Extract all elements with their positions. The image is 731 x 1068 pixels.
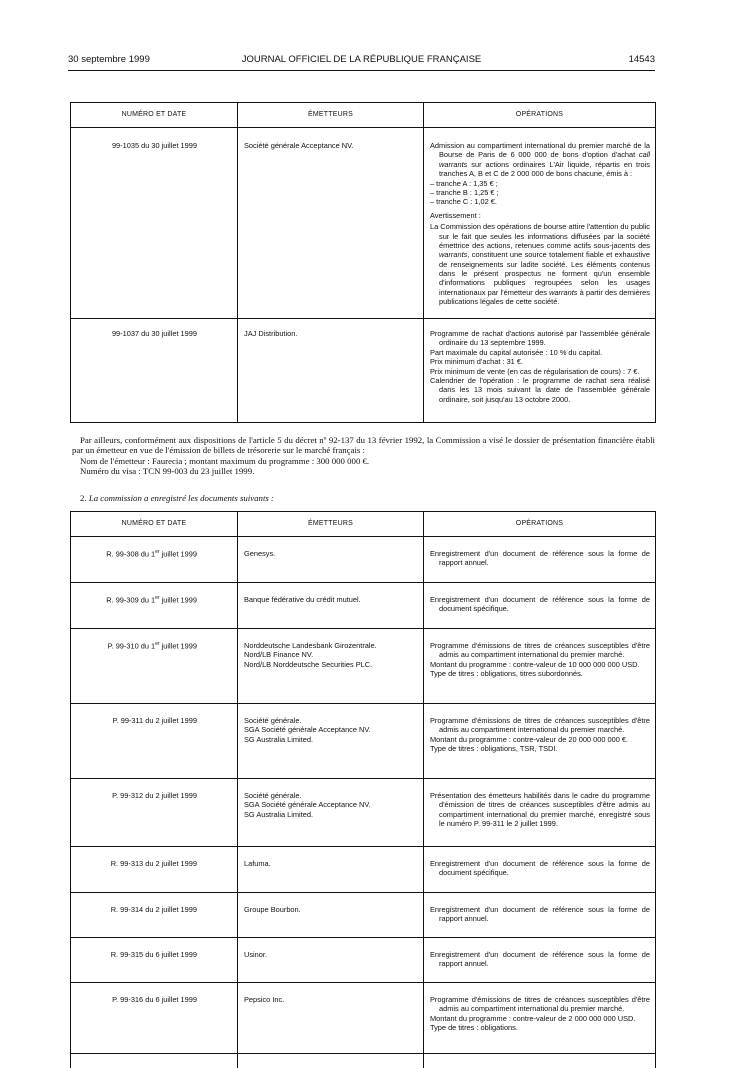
col-header-emetteurs: ÉMETTEURS — [238, 512, 424, 537]
header-page-number: 14543 — [629, 54, 655, 65]
body-paragraph: Numéro du visa : TCN 99-003 du 23 juillet 1999. — [72, 466, 655, 476]
row-emetteur: Société générale. SGA Société générale Acceptance NV. SG Australia Limited. — [238, 704, 424, 779]
header-journal-title: JOURNAL OFFICIEL DE LA RÉPUBLIQUE FRANÇAISE — [68, 54, 655, 65]
row-numero: R. 99-308 du 1er juillet 1999 — [71, 537, 238, 583]
row-numero: P. 99-312 du 2 juillet 1999 — [71, 779, 238, 847]
table-header-row — [71, 103, 656, 128]
operations-table-1 — [70, 102, 656, 423]
body-paragraph: Nom de l'émetteur : Faurecia ; montant maximum du programme : 300 000 000 €. — [72, 456, 655, 466]
ops-warning-label: Avertissement : — [430, 211, 650, 220]
table-row — [71, 779, 656, 847]
row-numero: R. 99-315 du 6 juillet 1999 — [71, 938, 238, 983]
row-operations: Enregistrement d'un document de référence sous la forme de rapport annuel. — [424, 893, 656, 938]
row-emetteur: Banque fédérative du crédit mutuel. — [238, 583, 424, 629]
ops-tranche-a: – tranche A : 1,35 € ; — [430, 179, 650, 188]
table-row — [71, 583, 656, 629]
table-continuation-row — [71, 1054, 656, 1068]
col-header-numero: NUMÉRO ET DATE — [71, 103, 238, 128]
table-row — [71, 893, 656, 938]
body-paragraph: Par ailleurs, conformément aux dispositions de l'article 5 du décret nº 92-137 du 13 février 1992, la Commission a visé le dossier de présentation financière établi par un émetteur en vue de l'émission de billets de trésorerie sur le marché français : — [72, 435, 655, 456]
table-row — [71, 938, 656, 983]
row-numero: R. 99-309 du 1er juillet 1999 — [71, 583, 238, 629]
row-operations: Programme d'émissions de titres de créances susceptibles d'être admis au compartiment international du premier marché. Montant du programme : contre-valeur de 2 000 000 000 USD. Type de titres : obligations. — [424, 983, 656, 1054]
row-operations: Enregistrement d'un document de référence sous la forme de document spécifique. — [424, 847, 656, 893]
row-numero: P. 99-310 du 1er juillet 1999 — [71, 629, 238, 704]
table-row — [71, 128, 656, 319]
row-operations: Enregistrement d'un document de référence sous la forme de document spécifique. — [424, 583, 656, 629]
col-header-operations: OPÉRATIONS — [424, 103, 656, 128]
ops-tranche-b: – tranche B : 1,25 € ; — [430, 188, 650, 197]
body-text — [72, 435, 655, 477]
row-operations: Programme de rachat d'actions autorisé par l'assemblée générale ordinaire du 13 septembre 1999. Part maximale du capital autorisée : 10 % du capital. Prix minimum d'achat : 31 €. Prix minimum de vente (en cas de régularisation de cours) : 7 €. Calendrier de l'opération : le programme de rachat sera réalisé dans les 13 mois suivant la date de l'assemblée générale ordinaire, soit jusqu'au 13 octobre 2000. — [424, 319, 656, 423]
row-numero: 99-1035 du 30 juillet 1999 — [71, 128, 238, 319]
row-emetteur: Pepsico Inc. — [238, 983, 424, 1054]
row-operations: Enregistrement d'un document de référence sous la forme de rapport annuel. — [424, 938, 656, 983]
table-row — [71, 847, 656, 893]
row-emetteur: Société générale. SGA Société générale Acceptance NV. SG Australia Limited. — [238, 779, 424, 847]
row-emetteur: Usinor. — [238, 938, 424, 983]
row-emetteur: Genesys. — [238, 537, 424, 583]
operations-table-2 — [70, 511, 656, 1068]
col-header-numero: NUMÉRO ET DATE — [71, 512, 238, 537]
ops-paragraph: Admission au compartiment international du premier marché de la Bourse de Paris de 6 000 000 de bons d'option d'achat call warrants sur actions ordinaires L'Air liquide, répartis en trois tranches A, B et C de 2 000 000 de bons chacune, émis à : — [430, 141, 650, 179]
table-row — [71, 704, 656, 779]
table-row — [71, 319, 656, 423]
row-operations: Présentation des émetteurs habilités dans le cadre du programme d'émission de titres de créances susceptibles d'être admis au compartiment international du premier marché, enregistré sous le numéro P. 99-311 le 2 juillet 1999. — [424, 779, 656, 847]
table-header-row — [71, 512, 656, 537]
row-emetteur: Lafuma. — [238, 847, 424, 893]
row-emetteur: Norddeutsche Landesbank Girozentrale. Nord/LB Finance NV. Nord/LB Norddeutsche Securities PLC. — [238, 629, 424, 704]
row-operations: Programme d'émissions de titres de créances susceptibles d'être admis au compartiment international du premier marché. Montant du programme : contre-valeur de 10 000 000 000 USD. Type de titres : obligations, titres subordonnés. — [424, 629, 656, 704]
row-emetteur: JAJ Distribution. — [238, 319, 424, 423]
row-emetteur: Groupe Bourbon. — [238, 893, 424, 938]
row-operations: Programme d'émissions de titres de créances susceptibles d'être admis au compartiment international du premier marché. Montant du programme : contre-valeur de 20 000 000 000 €. Type de titres : obligations, TSR, TSDI. — [424, 704, 656, 779]
row-numero: P. 99-316 du 6 juillet 1999 — [71, 983, 238, 1054]
row-numero: 99-1037 du 30 juillet 1999 — [71, 319, 238, 423]
table-row — [71, 537, 656, 583]
table-row — [71, 983, 656, 1054]
row-emetteur: Société générale Acceptance NV. — [238, 128, 424, 319]
header-date: 30 septembre 1999 — [68, 54, 150, 65]
ops-warning-text: La Commission des opérations de bourse attire l'attention du public sur le fait que seules les informations diffusées par la société émettrice des actions, retenues comme actifs sous-jacents des warrants, constituent une source totalement fiable et exhaustive de renseignements sur ladite société. Les éléments contenus dans le présent prospectus ne forment qu'un ensemble d'informations publiques regroupées selon les usages internationaux par l'émetteur des warrants à partir des dernières publications légales de cette société. — [430, 222, 650, 307]
col-header-operations: OPÉRATIONS — [424, 512, 656, 537]
table-row — [71, 629, 656, 704]
row-operations: Enregistrement d'un document de référence sous la forme de rapport annuel. — [424, 537, 656, 583]
row-numero: R. 99-313 du 2 juillet 1999 — [71, 847, 238, 893]
header-rule — [68, 70, 655, 71]
col-header-emetteurs: ÉMETTEURS — [238, 103, 424, 128]
row-numero: P. 99-311 du 2 juillet 1999 — [71, 704, 238, 779]
section-heading: 2. La commission a enregistré les documents suivants : — [80, 493, 274, 503]
ops-tranche-c: – tranche C : 1,02 €. — [430, 197, 650, 206]
row-numero: R. 99-314 du 2 juillet 1999 — [71, 893, 238, 938]
row-operations — [424, 128, 656, 319]
